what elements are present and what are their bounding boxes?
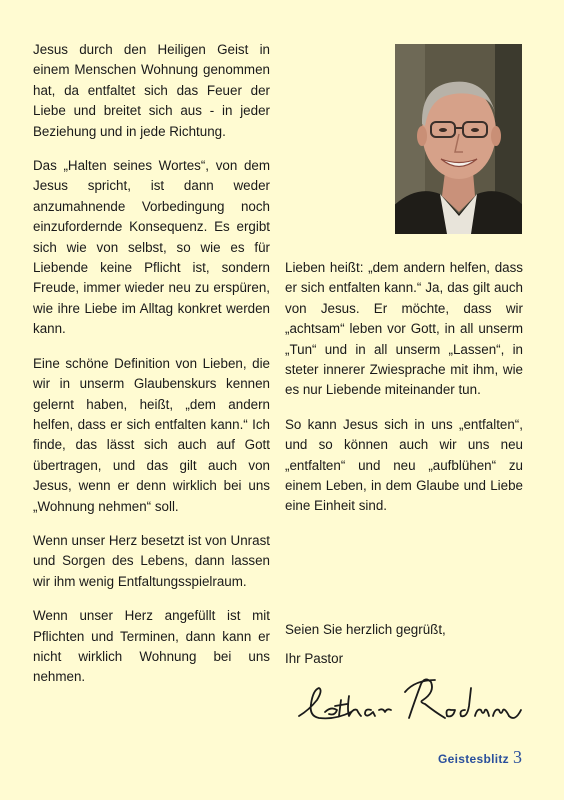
paragraph: Das „Halten seines Wortes“, von dem Jesus spricht, ist dann weder anzumahnende Vorbedingung noch einzufordernde Konsequenz. Es ergibt sich wie von selbst, so wie es für Liebende keine Pflicht ist, sondern Freude, immer wieder neu zu erspüren, wie ihre Liebe im Alltag konkret werden kann. [33,158,270,337]
paragraph: So kann Jesus sich in uns „entfalten“, und so können auch wir uns neu „entfalten“ und neu „aufblühen“ zu einem Leben, in dem Glaube und Liebe eine Einheit sind. [285,416,523,514]
paragraph: Lieben heißt: „dem andern helfen, dass er sich entfalten kann.“ Ja, das gilt auch von Jesus. Er möchte, dass wir „achtsam“ leben vor Gott, in all unserm „Tun“ und in all unserm „Lassen“, in steter innerer Zwiesprache mit ihm, wie es nur Liebende miteinander tun. [285,260,523,398]
left-column [33,40,270,702]
closing-signoff: Ihr Pastor [285,651,344,666]
closing-greeting: Seien Sie herzlich gegrüßt, [285,622,446,637]
right-column [285,258,523,531]
publication-name: Geistesblitz [438,752,509,766]
paragraph: Wenn unser Herz besetzt ist von Unrast und Sorgen des Lebens, dann lassen wir ihm wenig Entfaltungsspielraum. [33,532,270,589]
paragraph: Eine schöne Definition von Lieben, die wir in unserm Glaubenskurs kennen gelernt haben, heißt, „dem andern helfen, dass er sich entfalten kann.“ Ich finde, das lässt sich auch auf Gott übertragen, und das gilt auch von Jesus, wenn er denn wirklich bei uns „Wohnung nehmen“ soll. [33,355,270,514]
paragraph: Wenn unser Herz angefüllt ist mit Pflichten und Terminen, dann kann er nicht wirklich Wohnung bei uns nehmen. [33,608,270,685]
portrait-illustration [395,44,522,234]
signature-drawing [295,670,523,732]
page-number: 3 [513,747,522,767]
pastor-portrait [395,44,522,234]
page-footer [438,747,522,768]
paragraph: Jesus durch den Heiligen Geist in einem Menschen Wohnung genommen hat, da entfaltet sich das Feuer der Liebe und breitet sich aus - in jeder Beziehung und in jede Richtung. [33,42,270,139]
handwritten-signature [295,670,523,732]
